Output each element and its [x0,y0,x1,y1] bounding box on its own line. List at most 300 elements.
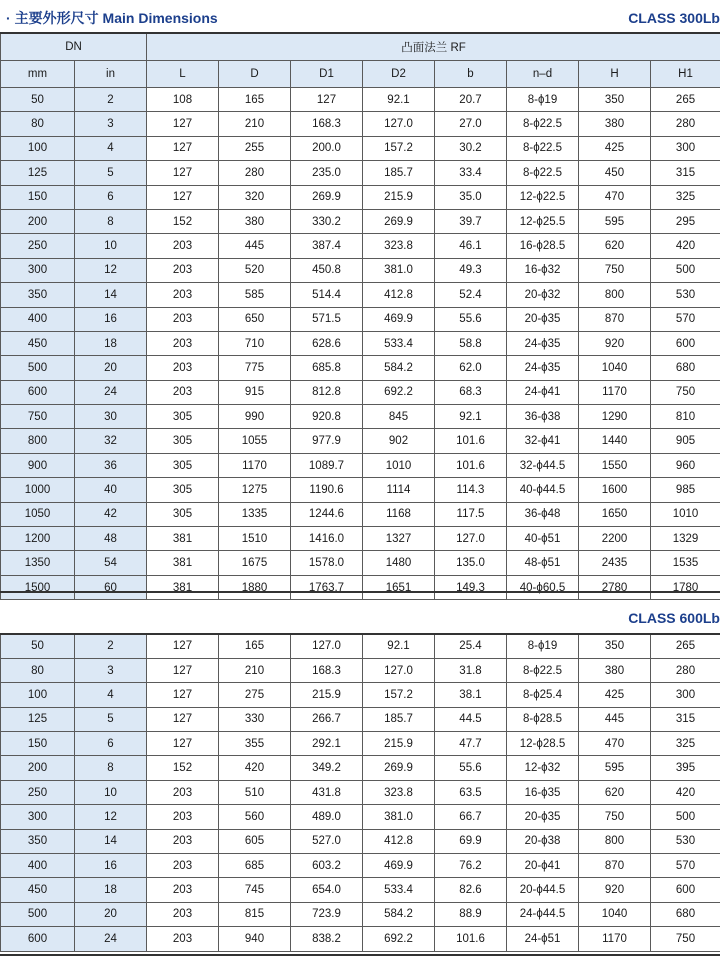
table-cell: 381 [147,527,219,551]
table-row [1,307,720,331]
table-cell: 469.9 [363,854,435,878]
table-cell: 60 [75,575,147,599]
table-cell: 8-ϕ22.5 [507,161,579,185]
table-cell: 810 [651,405,720,429]
table-row [1,527,720,551]
table-cell: 1510 [219,527,291,551]
table-cell: 8 [75,756,147,780]
table-cell: 1200 [1,527,75,551]
table-cell: 530 [651,829,720,853]
table-cell: 325 [651,732,720,756]
table-cell: 500 [651,258,720,282]
table-cell: 750 [579,805,651,829]
table-cell: 620 [579,234,651,258]
table-cell: 16 [75,854,147,878]
table-cell: 203 [147,854,219,878]
table-cell: 990 [219,405,291,429]
table-cell: 114.3 [435,478,507,502]
table-cell: 255 [219,136,291,160]
table-row [1,88,720,112]
table-cell: 6 [75,732,147,756]
table-cell: 40 [75,478,147,502]
table-cell: 400 [1,854,75,878]
table-cell: 20.7 [435,88,507,112]
table-cell: 380 [219,209,291,233]
table-cell: 3 [75,112,147,136]
table-cell: 24 [75,380,147,404]
table-cell: 323.8 [363,234,435,258]
table-cell: 44.5 [435,707,507,731]
table-cell: 533.4 [363,878,435,902]
column-header: D [219,61,291,88]
table-row [1,283,720,307]
table-cell: 305 [147,502,219,526]
table-cell: 775 [219,356,291,380]
table-cell: 1780 [651,575,720,599]
table-row [1,805,720,829]
table-cell: 400 [1,307,75,331]
table-cell: 168.3 [291,658,363,682]
table-cell: 1535 [651,551,720,575]
table-row [1,453,720,477]
table-cell: 300 [651,136,720,160]
table-cell: 915 [219,380,291,404]
table-cell: 520 [219,258,291,282]
table-cell: 412.8 [363,283,435,307]
table-cell: 203 [147,234,219,258]
table-cell: 200 [1,209,75,233]
table-cell: 203 [147,805,219,829]
table-cell: 1480 [363,551,435,575]
table-cell: 31.8 [435,658,507,682]
table-cell: 571.5 [291,307,363,331]
table-cell: 420 [651,780,720,804]
table-cell: 395 [651,756,720,780]
table-row [1,380,720,404]
table-cell: 101.6 [435,453,507,477]
table-cell: 52.4 [435,283,507,307]
table-cell: 585 [219,283,291,307]
table-cell: 16 [75,307,147,331]
table-cell: 280 [651,658,720,682]
table-cell: 92.1 [363,634,435,658]
table-cell: 76.2 [435,854,507,878]
table-cell: 1327 [363,527,435,551]
table-row [1,551,720,575]
table-cell: 2780 [579,575,651,599]
table-cell: 1170 [579,927,651,951]
table-cell: 305 [147,478,219,502]
table-cell: 1675 [219,551,291,575]
table-cell: 420 [651,234,720,258]
table-cell: 49.3 [435,258,507,282]
table-cell: 20-ϕ44.5 [507,878,579,902]
table-cell: 210 [219,658,291,682]
table-cell: 127.0 [291,634,363,658]
table-row [1,331,720,355]
table-cell: 1651 [363,575,435,599]
table-cell: 750 [651,380,720,404]
table-cell: 902 [363,429,435,453]
table-cell: 1329 [651,527,720,551]
table-cell: 600 [651,331,720,355]
table-cell: 381 [147,551,219,575]
table-cell: 745 [219,878,291,902]
table-cell: 514.4 [291,283,363,307]
table-cell: 570 [651,854,720,878]
table-cell: 215.9 [363,732,435,756]
table-cell: 330.2 [291,209,363,233]
table-cell: 500 [1,902,75,926]
table-cell: 58.8 [435,331,507,355]
table-cell: 750 [651,927,720,951]
table-cell: 12 [75,805,147,829]
table-cell: 530 [651,283,720,307]
table-row [1,732,720,756]
table-cell: 50 [1,634,75,658]
table-cell: 1010 [363,453,435,477]
table-cell: 16-ϕ32 [507,258,579,282]
table-row [1,405,720,429]
table-cell: 20 [75,356,147,380]
table-row [1,478,720,502]
table-row [1,829,720,853]
table-cell: 165 [219,634,291,658]
table-cell: 149.3 [435,575,507,599]
table-cell: 203 [147,380,219,404]
table-cell: 1335 [219,502,291,526]
table-cell: 305 [147,453,219,477]
table-cell: 92.1 [363,88,435,112]
table-cell: 685.8 [291,356,363,380]
table-cell: 1880 [219,575,291,599]
table-cell: 654.0 [291,878,363,902]
dimensions-table-300 [0,32,720,600]
table-cell: 47.7 [435,732,507,756]
table-cell: 275 [219,683,291,707]
table-cell: 36-ϕ38 [507,405,579,429]
table-cell: 305 [147,429,219,453]
table-body-300 [1,88,720,600]
table-cell: 35.0 [435,185,507,209]
table-cell: 685 [219,854,291,878]
table-row [1,878,720,902]
table-cell: 16-ϕ35 [507,780,579,804]
table-cell: 127 [147,136,219,160]
column-header: H1 [651,61,720,88]
table-cell: 570 [651,307,720,331]
table-cell: 203 [147,780,219,804]
table-cell: 977.9 [291,429,363,453]
table-row [1,780,720,804]
table-cell: 62.0 [435,356,507,380]
table-cell: 1168 [363,502,435,526]
table-cell: 2 [75,88,147,112]
table-cell: 127 [147,161,219,185]
table-cell: 38.1 [435,683,507,707]
section-title-text: 主要外形尺寸 Main Dimensions [14,10,218,26]
table-cell: 127.0 [435,527,507,551]
table-cell: 800 [1,429,75,453]
table-cell: 920.8 [291,405,363,429]
table-cell: 20-ϕ41 [507,854,579,878]
table-cell: 127 [291,88,363,112]
table-cell: 560 [219,805,291,829]
table-cell: 55.6 [435,307,507,331]
table-cell: 905 [651,429,720,453]
table-cell: 54 [75,551,147,575]
table-cell: 800 [579,283,651,307]
table-cell: 387.4 [291,234,363,258]
table-cell: 1275 [219,478,291,502]
table-cell: 127.0 [363,112,435,136]
table-cell: 8-ϕ25.4 [507,683,579,707]
table-cell: 135.0 [435,551,507,575]
table-cell: 92.1 [435,405,507,429]
header-row-columns [1,61,720,88]
table-row [1,707,720,731]
table-cell: 127 [147,732,219,756]
table-cell: 510 [219,780,291,804]
table-cell: 349.2 [291,756,363,780]
table-cell: 445 [579,707,651,731]
table-cell: 595 [579,209,651,233]
table-cell: 489.0 [291,805,363,829]
table-row [1,683,720,707]
table-cell: 870 [579,854,651,878]
table-cell: 300 [1,805,75,829]
table-row [1,756,720,780]
table-row [1,209,720,233]
table-cell: 40-ϕ44.5 [507,478,579,502]
header-row-top [1,33,720,61]
table-cell: 125 [1,161,75,185]
table-cell: 30 [75,405,147,429]
table-cell: 203 [147,307,219,331]
table-cell: 584.2 [363,902,435,926]
table-cell: 1290 [579,405,651,429]
table-cell: 48-ϕ51 [507,551,579,575]
table-row [1,902,720,926]
table-cell: 215.9 [363,185,435,209]
table-cell: 650 [219,307,291,331]
table-cell: 1089.7 [291,453,363,477]
table-cell: 320 [219,185,291,209]
table-row [1,185,720,209]
table-cell: 2200 [579,527,651,551]
table-cell: 5 [75,161,147,185]
class-300-label: CLASS 300Lb [628,10,720,26]
table-cell: 527.0 [291,829,363,853]
table-cell: 680 [651,356,720,380]
table-cell: 203 [147,258,219,282]
table-cell: 24-ϕ51 [507,927,579,951]
table-cell: 381.0 [363,805,435,829]
table-cell: 450 [1,331,75,355]
table-cell: 200 [1,756,75,780]
table-cell: 203 [147,356,219,380]
table-divider [0,591,720,593]
section-header [0,0,720,30]
table-cell: 600 [1,380,75,404]
table-cell: 420 [219,756,291,780]
table-cell: 533.4 [363,331,435,355]
table-cell: 42 [75,502,147,526]
table-cell: 24-ϕ41 [507,380,579,404]
column-header: b [435,61,507,88]
table-cell: 603.2 [291,854,363,878]
table-cell: 1114 [363,478,435,502]
table-cell: 815 [219,902,291,926]
table-row [1,161,720,185]
table-cell: 88.9 [435,902,507,926]
title-bullet: · [6,10,11,26]
table-row [1,136,720,160]
table-cell: 380 [579,658,651,682]
table-cell: 185.7 [363,161,435,185]
table-row [1,356,720,380]
table-cell: 101.6 [435,429,507,453]
table-cell: 39.7 [435,209,507,233]
table-cell: 350 [579,634,651,658]
table-cell: 250 [1,780,75,804]
table-cell: 1578.0 [291,551,363,575]
table-row [1,634,720,658]
table-cell: 152 [147,756,219,780]
table-cell: 8-ϕ28.5 [507,707,579,731]
table-cell: 1763.7 [291,575,363,599]
column-header: mm [1,61,75,88]
table-cell: 8-ϕ19 [507,634,579,658]
table-cell: 845 [363,405,435,429]
table-cell: 425 [579,683,651,707]
table-cell: 150 [1,185,75,209]
table-cell: 269.9 [363,209,435,233]
table-cell: 500 [651,805,720,829]
column-header: D1 [291,61,363,88]
table-cell: 292.1 [291,732,363,756]
dn-header: DN [1,33,147,61]
table-cell: 600 [1,927,75,951]
table-body-600 [1,634,720,951]
table-cell: 157.2 [363,136,435,160]
table-cell: 12-ϕ25.5 [507,209,579,233]
table-cell: 870 [579,307,651,331]
table-row [1,258,720,282]
table-cell: 63.5 [435,780,507,804]
table-cell: 24 [75,927,147,951]
table-cell: 1600 [579,478,651,502]
table-cell: 18 [75,331,147,355]
table-cell: 920 [579,331,651,355]
table-cell: 14 [75,829,147,853]
table-cell: 14 [75,283,147,307]
table-cell: 1190.6 [291,478,363,502]
table-cell: 100 [1,683,75,707]
table-cell: 920 [579,878,651,902]
table-cell: 1055 [219,429,291,453]
table-cell: 203 [147,331,219,355]
table-cell: 280 [219,161,291,185]
table-row [1,575,720,599]
table-cell: 24-ϕ44.5 [507,902,579,926]
table-cell: 5 [75,707,147,731]
table-cell: 692.2 [363,927,435,951]
table-cell: 33.4 [435,161,507,185]
table-cell: 100 [1,136,75,160]
column-header: L [147,61,219,88]
table-cell: 315 [651,707,720,731]
table-row [1,502,720,526]
table-cell: 68.3 [435,380,507,404]
table-cell: 450 [1,878,75,902]
table-cell: 8-ϕ22.5 [507,112,579,136]
table-cell: 200.0 [291,136,363,160]
table-cell: 812.8 [291,380,363,404]
table-cell: 1010 [651,502,720,526]
table-cell: 203 [147,927,219,951]
table-cell: 800 [579,829,651,853]
table-cell: 3 [75,658,147,682]
table-cell: 127 [147,185,219,209]
table-cell: 985 [651,478,720,502]
table-cell: 450.8 [291,258,363,282]
table-cell: 48 [75,527,147,551]
table-cell: 266.7 [291,707,363,731]
table-cell: 425 [579,136,651,160]
table-cell: 40-ϕ60.5 [507,575,579,599]
table-cell: 1050 [1,502,75,526]
table-cell: 69.9 [435,829,507,853]
column-header: H [579,61,651,88]
table-cell: 203 [147,283,219,307]
table-cell: 10 [75,780,147,804]
table-cell: 24-ϕ35 [507,331,579,355]
table-cell: 500 [1,356,75,380]
column-header: n–d [507,61,579,88]
table-cell: 36 [75,453,147,477]
table-cell: 380 [579,112,651,136]
table-cell: 235.0 [291,161,363,185]
table-cell: 150 [1,732,75,756]
table-cell: 4 [75,683,147,707]
table-cell: 2435 [579,551,651,575]
table-cell: 1650 [579,502,651,526]
table-cell: 165 [219,88,291,112]
table-cell: 250 [1,234,75,258]
table-cell: 1440 [579,429,651,453]
table-row [1,854,720,878]
table-cell: 1550 [579,453,651,477]
table-cell: 152 [147,209,219,233]
table-cell: 469.9 [363,307,435,331]
table-cell: 265 [651,634,720,658]
table-cell: 16-ϕ28.5 [507,234,579,258]
table-row [1,658,720,682]
table-cell: 185.7 [363,707,435,731]
table-cell: 127 [147,634,219,658]
table-cell: 680 [651,902,720,926]
table-cell: 25.4 [435,634,507,658]
table-cell: 32-ϕ44.5 [507,453,579,477]
table-cell: 1170 [579,380,651,404]
table-cell: 960 [651,453,720,477]
table-cell: 8-ϕ22.5 [507,658,579,682]
table-cell: 280 [651,112,720,136]
table-cell: 445 [219,234,291,258]
table-cell: 1416.0 [291,527,363,551]
table-cell: 20-ϕ38 [507,829,579,853]
